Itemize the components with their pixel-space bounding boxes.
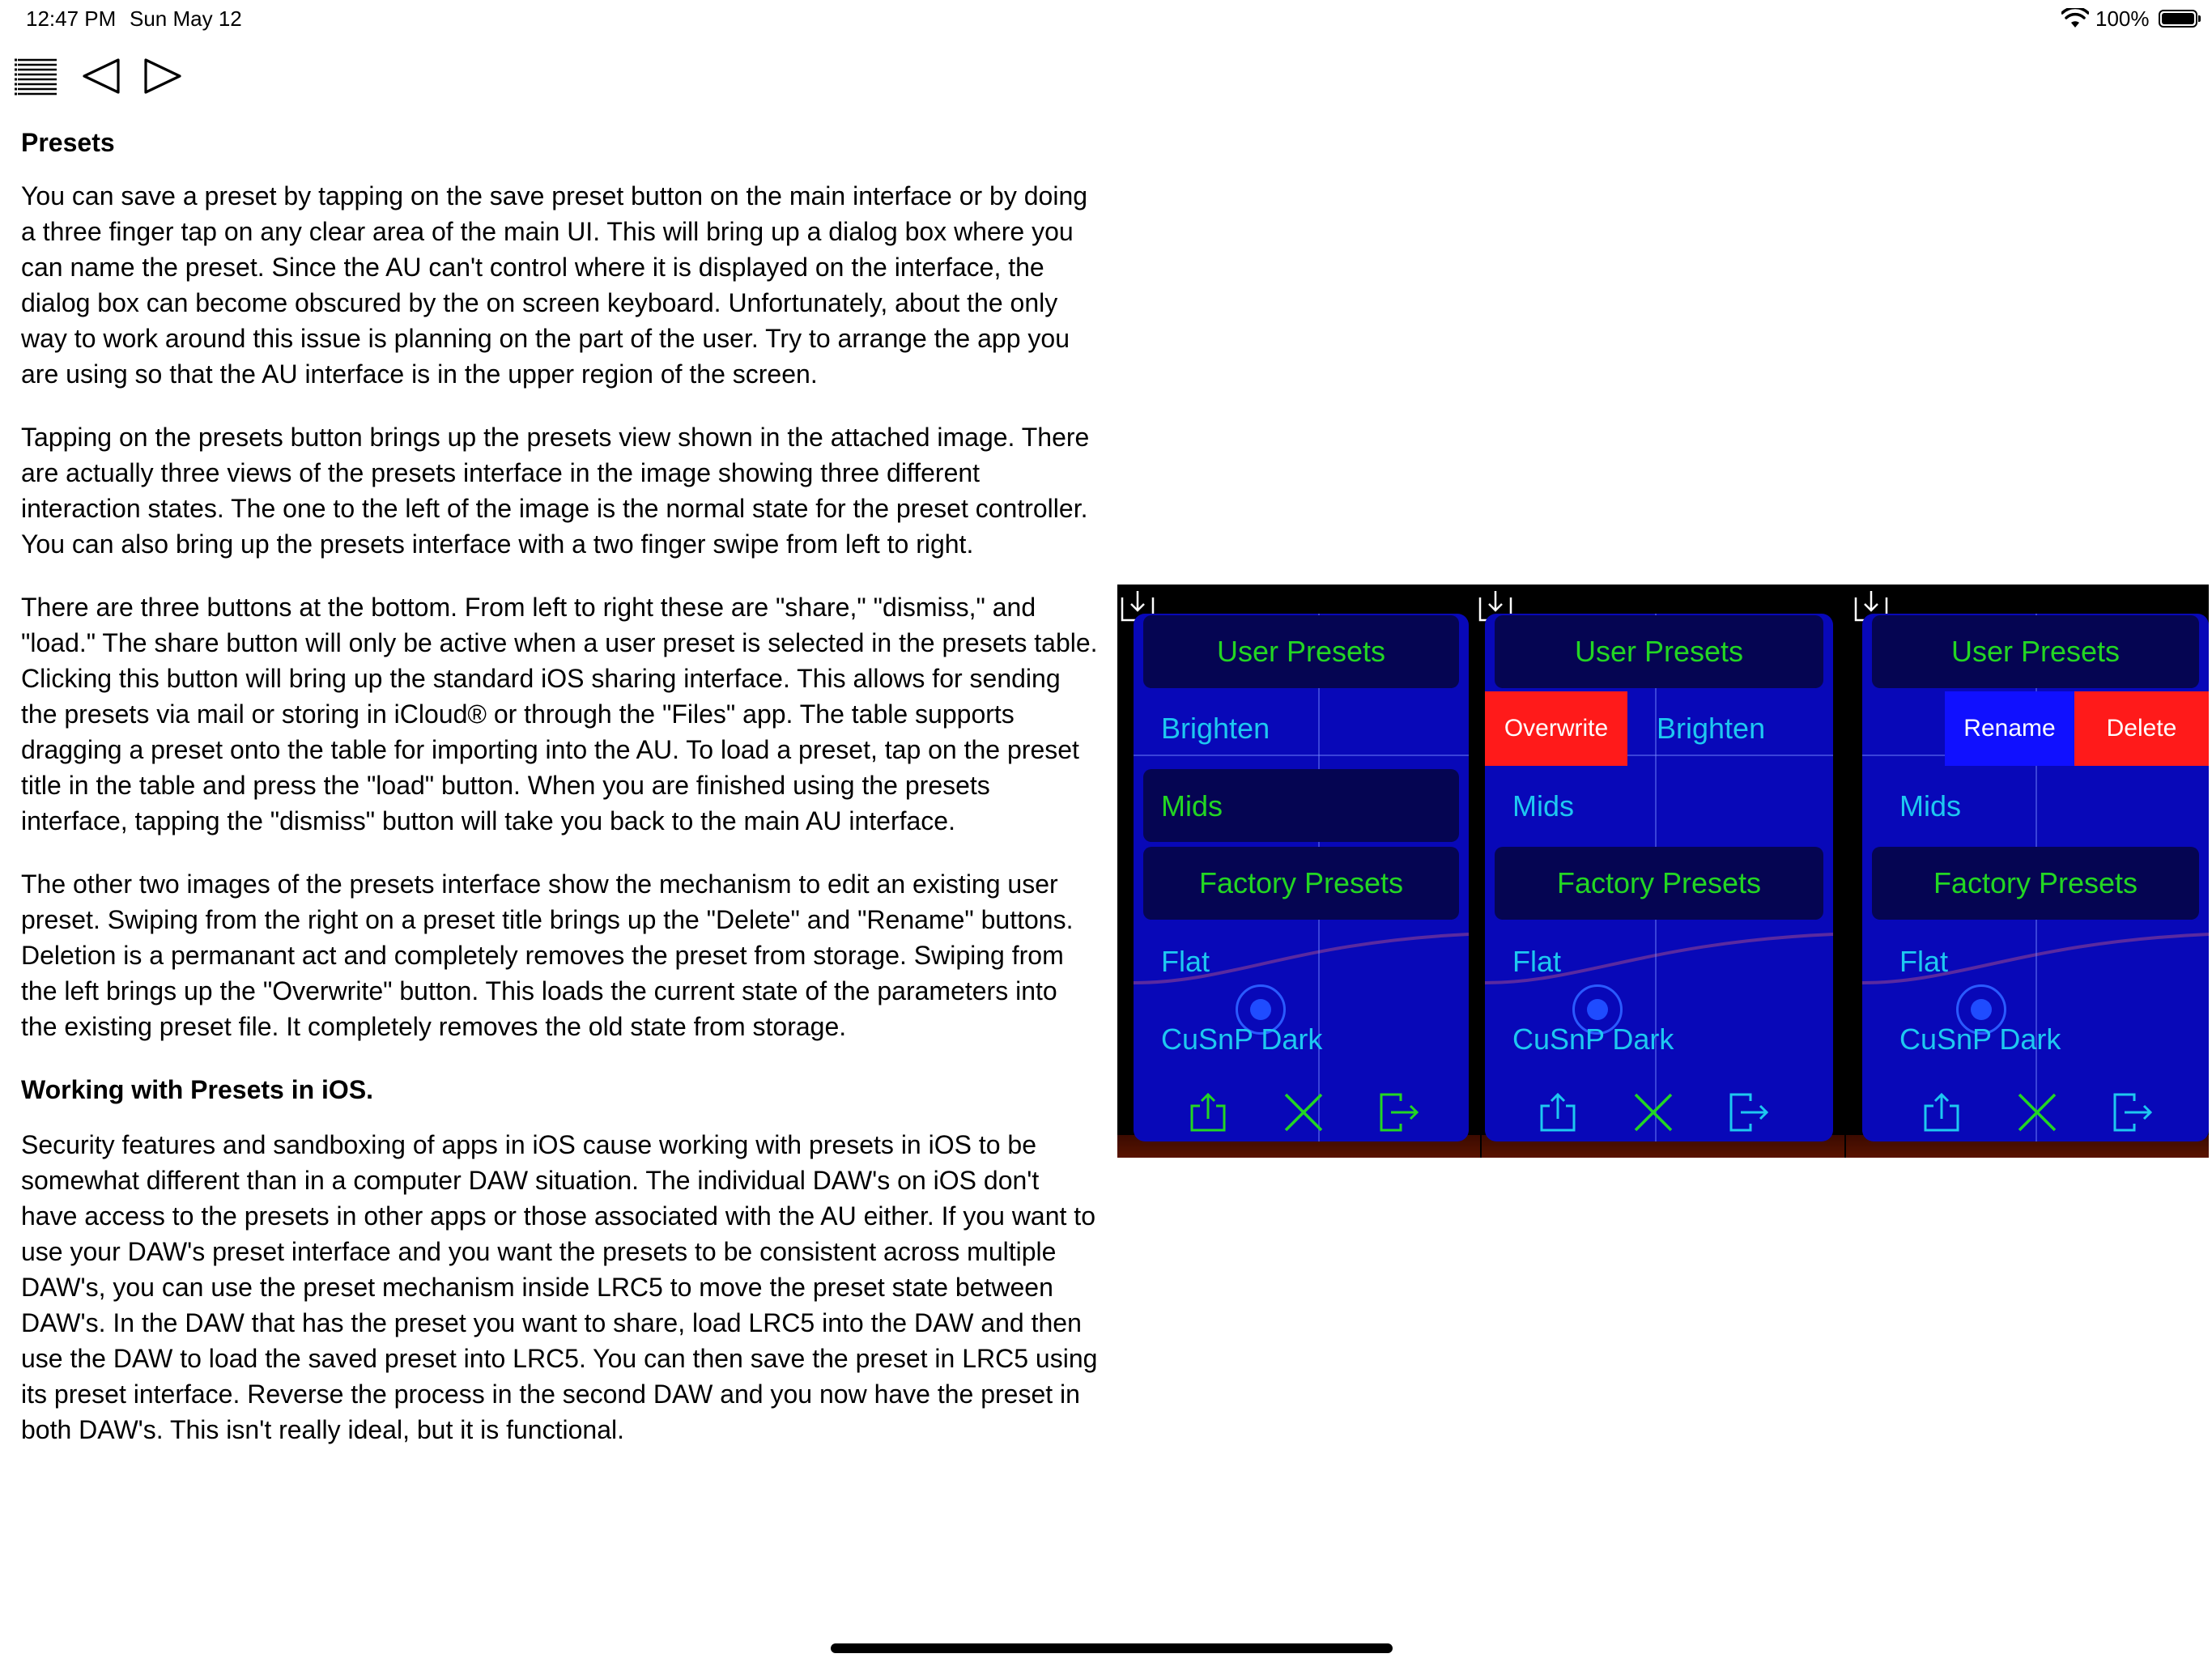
battery-percent: 100% bbox=[2095, 6, 2150, 31]
preset-row-mids[interactable] bbox=[1862, 769, 2209, 844]
preset-title: Brighten bbox=[1657, 712, 1766, 745]
back-triangle-icon[interactable] bbox=[78, 53, 123, 99]
preset-title: Mids bbox=[1161, 789, 1223, 823]
share-icon[interactable] bbox=[1919, 1090, 1964, 1135]
overwrite-button[interactable]: Overwrite bbox=[1485, 691, 1627, 766]
preset-row-brighten[interactable] bbox=[1862, 691, 2209, 766]
load-icon[interactable] bbox=[2110, 1090, 2155, 1135]
preset-title: Flat bbox=[1512, 945, 1562, 978]
status-date: Sun May 12 bbox=[130, 6, 242, 31]
preset-row-cusnp-dark[interactable] bbox=[1862, 1002, 2209, 1077]
dismiss-icon[interactable] bbox=[2014, 1090, 2060, 1135]
list-icon[interactable] bbox=[15, 53, 60, 99]
preset-title: CuSnP Dark bbox=[1899, 1022, 2061, 1056]
dismiss-icon[interactable] bbox=[1281, 1090, 1326, 1135]
heading-ios: Working with Presets in iOS. bbox=[21, 1075, 374, 1104]
user-presets-header: User Presets bbox=[1216, 635, 1386, 668]
status-time: 12:47 PM bbox=[26, 6, 117, 31]
preset-row-flat[interactable] bbox=[1134, 925, 1469, 999]
user-presets-header: User Presets bbox=[1950, 635, 2121, 668]
preset-row-mids[interactable] bbox=[1485, 769, 1833, 844]
wifi-icon bbox=[2061, 8, 2089, 29]
presets-panel-rename-delete bbox=[1846, 585, 2209, 1158]
preset-row-cusnp-dark[interactable] bbox=[1485, 1002, 1833, 1077]
heading-presets: Presets bbox=[21, 128, 115, 157]
paragraph-save-preset: You can save a preset by tapping on the save preset button on the main interface or by doing a three finger tap on any clear area of the main UI. This will bring up a dialog box where you can name the preset. Since the AU can't control where it is displayed on the interface, the dialog box can become obscured by the on screen keyboard. Unfortunately, about the only way to work around this issue is planning on the part of the user. Try to arrange the app you are using so that the AU interface is in the upper region of the screen. bbox=[21, 181, 1088, 389]
presets-panel-normal bbox=[1117, 585, 1480, 1158]
preset-row-flat[interactable] bbox=[1862, 925, 2209, 999]
load-icon[interactable] bbox=[1376, 1090, 1422, 1135]
delete-button[interactable]: Delete bbox=[2074, 691, 2209, 766]
factory-presets-header: Factory Presets bbox=[1556, 866, 1762, 899]
load-icon[interactable] bbox=[1726, 1090, 1772, 1135]
presets-panel-overwrite bbox=[1482, 585, 1844, 1158]
user-presets-header: User Presets bbox=[1574, 635, 1744, 668]
home-indicator[interactable] bbox=[831, 1643, 1393, 1653]
article bbox=[21, 125, 1098, 1618]
preset-row-brighten[interactable] bbox=[1485, 691, 1833, 766]
forward-triangle-icon[interactable] bbox=[139, 53, 185, 99]
preset-title: Flat bbox=[1161, 945, 1210, 978]
dismiss-icon[interactable] bbox=[1631, 1090, 1676, 1135]
paragraph-presets-view: Tapping on the presets button brings up the presets view shown in the attached image. There are actually three views of the presets interface in the image showing three different interaction states. The one to the left of the image is the normal state for the preset controller. You can also bring up the presets interface with a two finger swipe from left to right. bbox=[21, 423, 1090, 559]
preset-row-mids[interactable] bbox=[1134, 769, 1469, 844]
paragraph-buttons: There are three buttons at the bottom. From left to right these are "share," "dismiss," and "load." The share button will only be active when a user preset is selected in the presets table. Clicking this button will bring up the standard iOS sharing interface. This allows for sending the presets via mail or storing in iCloud® or through the "Files" app. The table supports dragging a preset onto the table for importing into the AU. To load a preset, tap on the preset title in the table and press the "load" button. When you are finished using the presets interface, tapping the "dismiss" button will take you back to the main AU interface. bbox=[21, 593, 1098, 835]
preset-title: Mids bbox=[1899, 789, 1962, 823]
share-icon[interactable] bbox=[1535, 1090, 1580, 1135]
share-icon[interactable] bbox=[1185, 1090, 1231, 1135]
factory-presets-header: Factory Presets bbox=[1198, 866, 1404, 899]
preset-title: Mids bbox=[1512, 789, 1575, 823]
preset-title: CuSnP Dark bbox=[1512, 1022, 1674, 1056]
paragraph-edit-presets: The other two images of the presets interface show the mechanism to edit an existing user preset. Swiping from the right on a preset title brings up the "Delete" and "Rename" buttons. Deletion is a permanant act and completely removes the preset from storage. Swiping from the left brings up the "Overwrite" button. This loads the current state of the parameters into the existing preset file. It completely removes the old state from storage. bbox=[21, 869, 1074, 1041]
preset-title: CuSnP Dark bbox=[1161, 1022, 1323, 1056]
preset-row-brighten[interactable] bbox=[1134, 691, 1469, 766]
preset-title: Brighten bbox=[1161, 712, 1270, 745]
status-bar bbox=[0, 0, 2212, 42]
rename-button[interactable]: Rename bbox=[1945, 691, 2074, 766]
factory-presets-header: Factory Presets bbox=[1933, 866, 2138, 899]
preset-row-flat[interactable] bbox=[1485, 925, 1833, 999]
battery-icon bbox=[2159, 10, 2197, 28]
preset-row-cusnp-dark[interactable] bbox=[1134, 1002, 1469, 1077]
presets-screenshot bbox=[1117, 585, 2209, 1158]
preset-title: Flat bbox=[1899, 945, 1949, 978]
paragraph-ios: Security features and sandboxing of apps in iOS cause working with presets in iOS to be somewhat different than in a computer DAW situation. The individual DAW's on iOS don't have access to the presets in other apps or those associated with the AU either. If you want to use your DAW's preset interface and you want the presets to be consistent across multiple DAW's, you can use the preset mechanism inside LRC5 to move the preset state between DAW's. In the DAW that has the preset you want to share, load LRC5 into the DAW and then use the DAW to load the saved preset into LRC5. You can then save the preset in LRC5 using its preset interface. Reverse the process in the second DAW and you now have the preset in both DAW's. This isn't really ideal, but it is functional. bbox=[21, 1130, 1098, 1444]
